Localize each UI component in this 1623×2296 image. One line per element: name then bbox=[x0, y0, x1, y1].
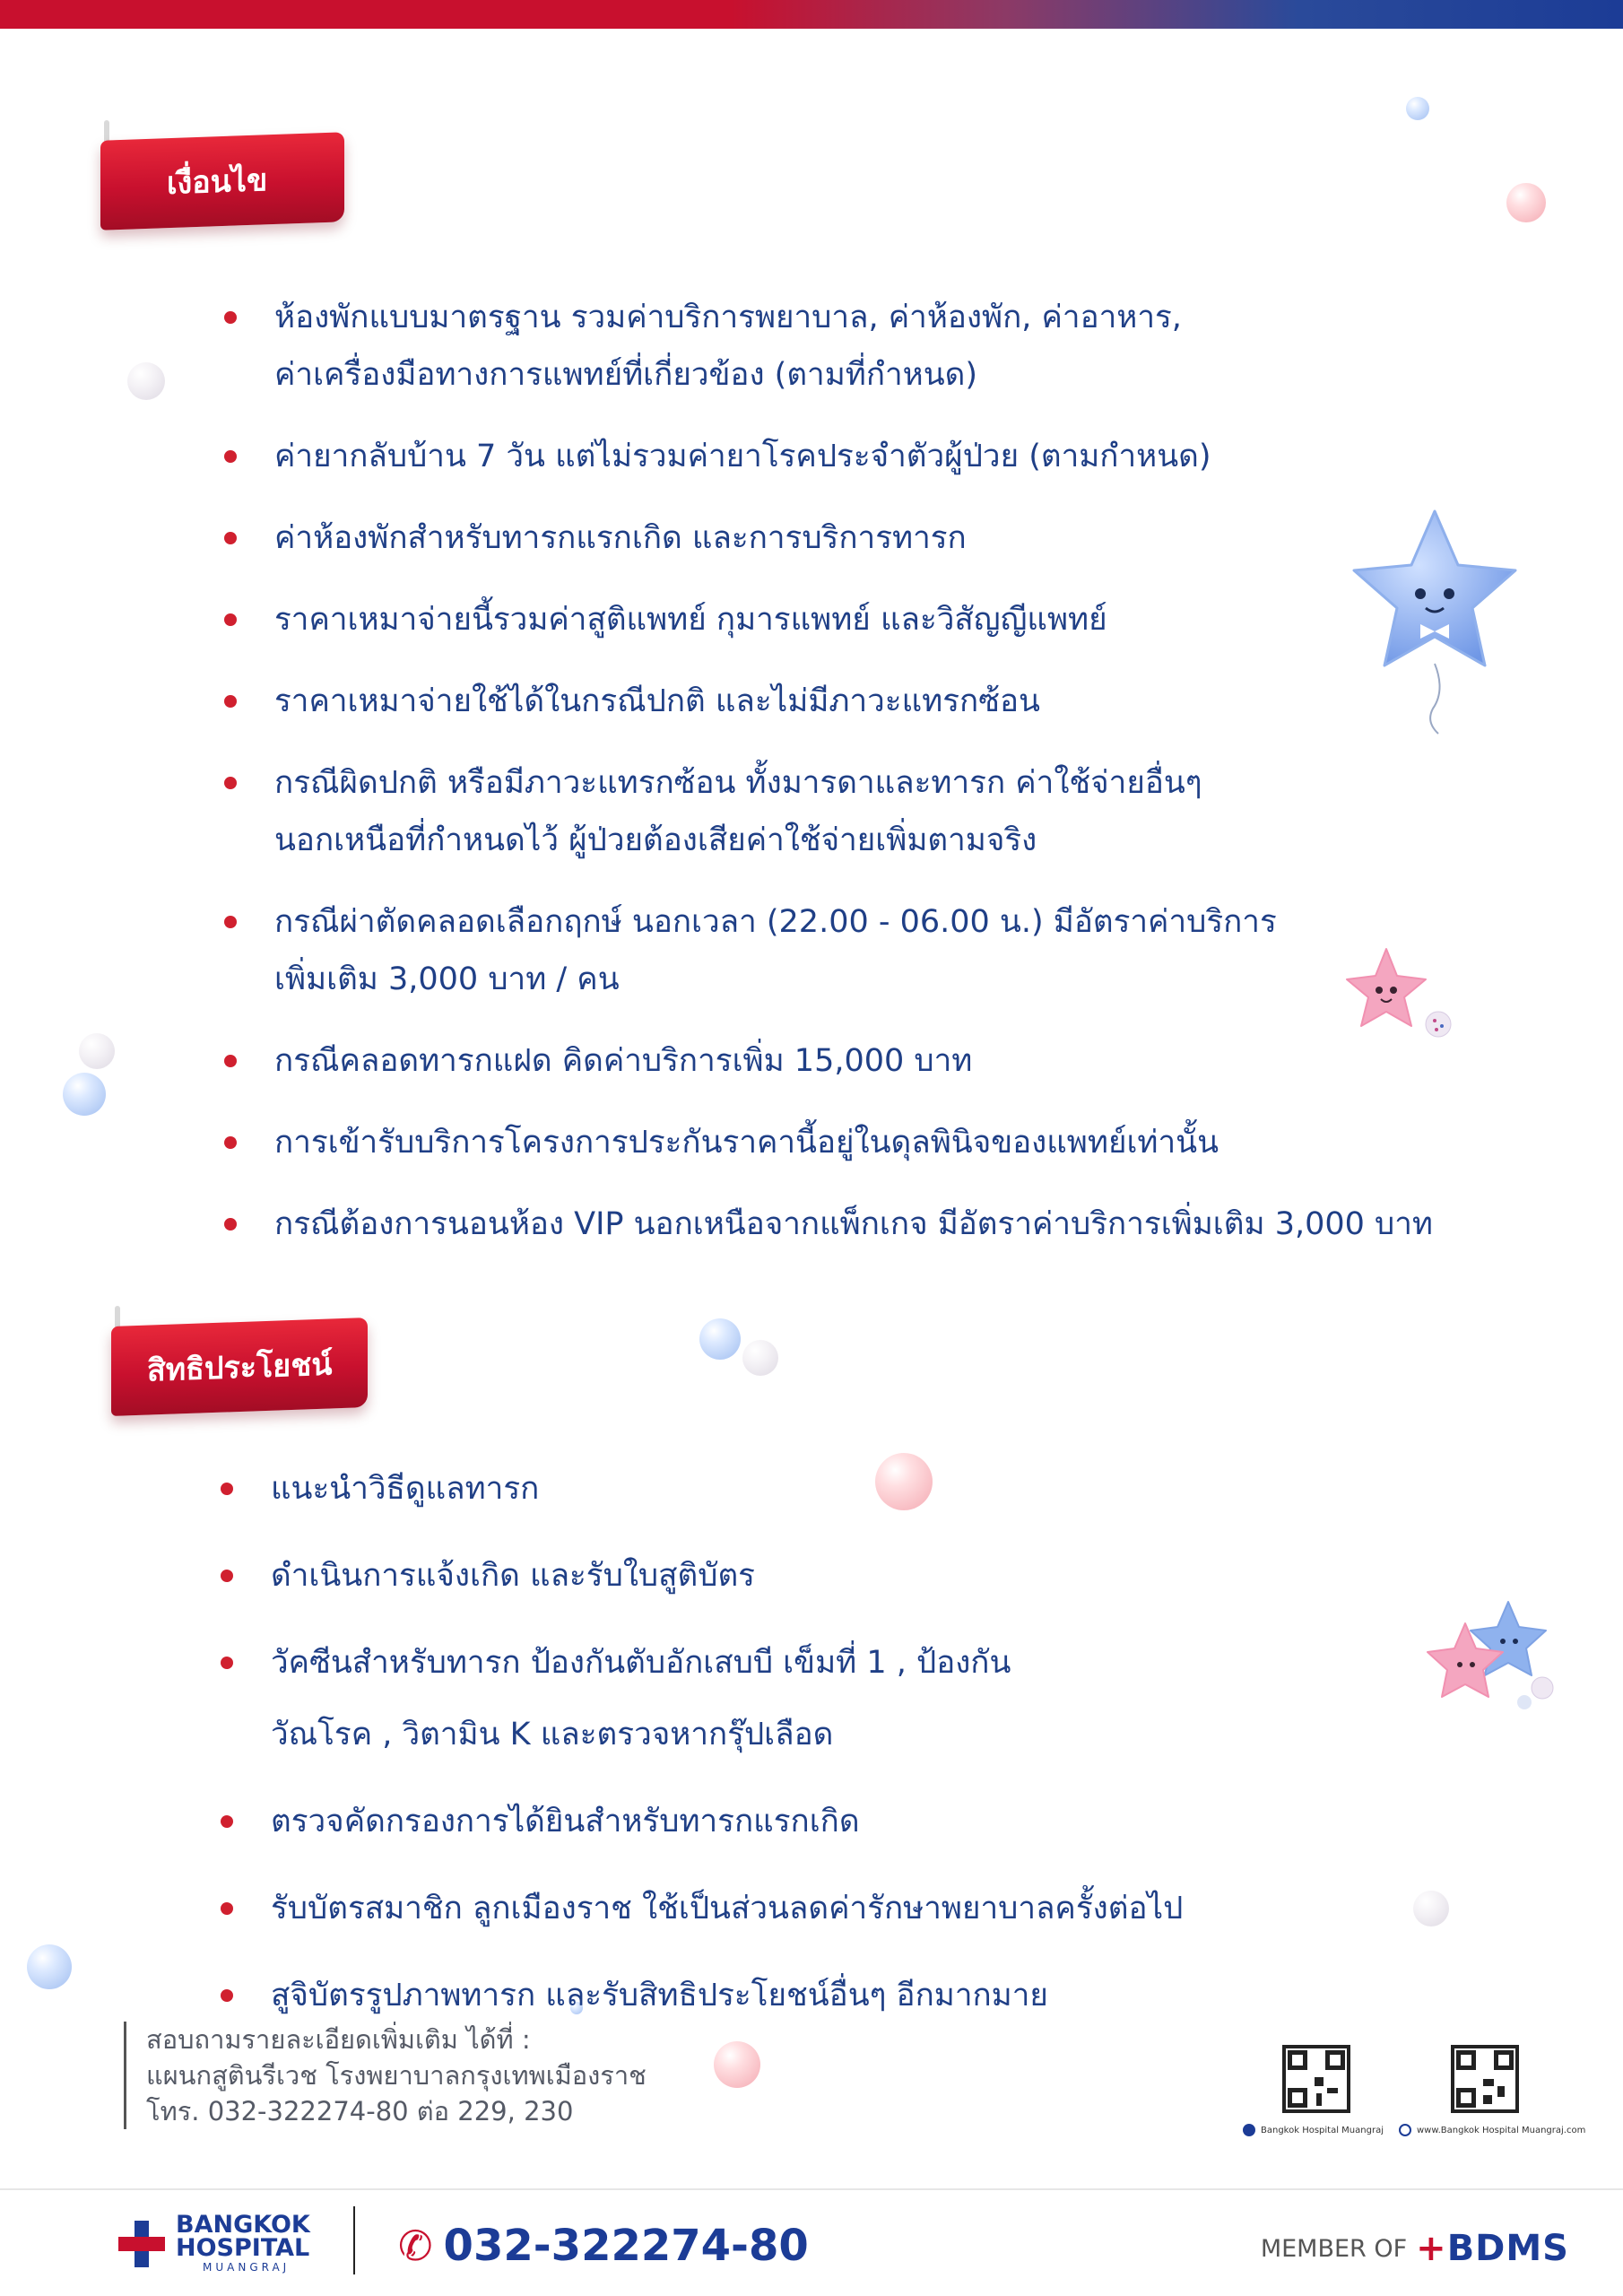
bubble-decoration bbox=[742, 1340, 778, 1376]
bubble-decoration bbox=[714, 2041, 760, 2088]
top-gradient-bar bbox=[0, 0, 1623, 29]
facebook-qr-code[interactable] bbox=[1282, 2045, 1350, 2113]
facebook-caption-text: Bangkok Hospital Muangraj bbox=[1261, 2125, 1384, 2135]
bullet-dot-icon bbox=[224, 916, 237, 928]
bullet-dot-icon bbox=[224, 1136, 237, 1149]
list-item-text: ค่าห้องพักสำหรับทารกแรกเกิด และการบริการทารก bbox=[274, 520, 967, 556]
list-item bbox=[219, 591, 1519, 648]
logo-line2: HOSPITAL bbox=[176, 2234, 310, 2262]
list-item-text: รับบัตรสมาชิก ลูกเมืองราช ใช้เป็นส่วนลดค่ารักษาพยาบาลครั้งต่อไป bbox=[271, 1891, 1184, 1926]
list-item-text: การเข้ารับบริการโครงการประกันราคานี้อยู่ในดุลพินิจของแพทย์เท่านั้น bbox=[274, 1125, 1219, 1161]
bullet-dot-icon bbox=[224, 311, 237, 324]
facebook-icon bbox=[1243, 2124, 1255, 2136]
facebook-caption[interactable] bbox=[1243, 2124, 1384, 2136]
bullet-dot-icon bbox=[221, 1483, 233, 1495]
list-item-text: ค่ายากลับบ้าน 7 วัน แต่ไม่รวมค่ายาโรคประจำตัวผู้ป่วย (ตามกำหนด) bbox=[274, 439, 1211, 474]
list-item-text: สูจิบัตรรูปภาพทารก และรับสิทธิประโยชน์อื่นๆ อีกมากมาย bbox=[271, 1978, 1048, 2013]
bullet-dot-icon bbox=[224, 1055, 237, 1067]
list-item-text: ราคาเหมาจ่ายนี้รวมค่าสูติแพทย์ กุมารแพทย์ และวิสัญญีแพทย์ bbox=[274, 602, 1107, 638]
bdms-brand-text: BDMS bbox=[1446, 2228, 1569, 2269]
globe-icon bbox=[1399, 2124, 1411, 2136]
contact-info bbox=[124, 2022, 647, 2129]
list-item-text: ห้องพักแบบมาตรฐาน รวมค่าบริการพยาบาล, ค่าห้องพัก, ค่าอาหาร, bbox=[274, 300, 1182, 335]
list-item bbox=[215, 1960, 1515, 2031]
list-item bbox=[215, 1627, 1515, 1770]
bubble-decoration bbox=[27, 1944, 72, 1989]
list-item-text: ราคาเหมาจ่ายใช้ได้ในกรณีปกติ และไม่มีภาวะแทรกซ้อน bbox=[274, 683, 1040, 719]
member-of-bdms bbox=[1261, 2228, 1569, 2269]
list-item bbox=[215, 1873, 1515, 1944]
list-item bbox=[219, 1114, 1519, 1171]
list-item-text: ตรวจคัดกรองการได้ยินสำหรับทารกแรกเกิด bbox=[271, 1804, 860, 1839]
list-item-text: วัณโรค , วิตามิน K และตรวจหากรุ๊ปเลือด bbox=[271, 1717, 834, 1752]
list-item bbox=[219, 428, 1519, 485]
bullet-dot-icon bbox=[221, 1657, 233, 1669]
bubble-decoration bbox=[127, 362, 165, 400]
bangkok-hospital-logo bbox=[117, 2213, 310, 2274]
list-item bbox=[219, 289, 1519, 404]
benefits-list bbox=[215, 1453, 1515, 2047]
website-qr-code[interactable] bbox=[1451, 2045, 1519, 2113]
list-item bbox=[219, 509, 1519, 567]
list-item-text: นอกเหนือที่กำหนดไว้ ผู้ป่วยต้องเสียค่าใช้จ่ายเพิ่มตามจริง bbox=[274, 822, 1037, 858]
member-label: MEMBER OF bbox=[1260, 2234, 1408, 2263]
benefits-ribbon bbox=[111, 1322, 368, 1419]
bullet-dot-icon bbox=[221, 1902, 233, 1915]
website-caption[interactable] bbox=[1399, 2124, 1585, 2136]
phone-icon: ✆ bbox=[398, 2222, 433, 2270]
list-item bbox=[219, 893, 1519, 1008]
list-item-text: กรณีผิดปกติ หรือมีภาวะแทรกซ้อน ทั้งมารดาและทารก ค่าใช้จ่ายอื่นๆ bbox=[274, 765, 1202, 801]
list-item bbox=[219, 754, 1519, 869]
bullet-dot-icon bbox=[221, 1815, 233, 1828]
footer-phone-number: 032-322274-80 bbox=[443, 2221, 809, 2271]
list-item-text: กรณีผ่าตัดคลอดเลือกฤกษ์ นอกเวลา (22.00 - 06.00 น.) มีอัตราค่าบริการ bbox=[274, 904, 1277, 940]
logo-line1: BANGKOK bbox=[176, 2211, 310, 2239]
list-item bbox=[219, 1032, 1519, 1090]
list-item-text: ค่าเครื่องมือทางการแพทย์ที่เกี่ยวข้อง (ตามที่กำหนด) bbox=[274, 357, 978, 393]
bullet-dot-icon bbox=[224, 1218, 237, 1231]
list-item bbox=[215, 1786, 1515, 1857]
list-item-text: วัคซีนสำหรับทารก ป้องกันตับอักเสบบี เข็มที่ 1 , ป้องกัน bbox=[271, 1645, 1011, 1681]
footer-phone[interactable] bbox=[398, 2221, 809, 2271]
bubble-decoration bbox=[699, 1318, 741, 1360]
bdms-logo: +BDMS bbox=[1416, 2228, 1569, 2269]
list-item-text: กรณีคลอดทารกแฝด คิดค่าบริการเพิ่ม 15,000 บาท bbox=[274, 1043, 973, 1079]
contact-department: แผนกสูตินรีเวช โรงพยาบาลกรุงเทพเมืองราช bbox=[146, 2060, 647, 2091]
logo-subtitle: MUANGRAJ bbox=[203, 2261, 291, 2274]
contact-inquiry-label: สอบถามรายละเอียดเพิ่มเติม ได้ที่ : bbox=[146, 2024, 531, 2055]
hospital-cross-icon bbox=[117, 2219, 167, 2269]
list-item-text: ดำเนินการแจ้งเกิด และรับใบสูติบัตร bbox=[271, 1558, 755, 1594]
logo-wordmark bbox=[176, 2213, 310, 2274]
bubble-decoration bbox=[1506, 183, 1546, 222]
website-caption-text: www.Bangkok Hospital Muangraj.com bbox=[1417, 2125, 1586, 2135]
bubble-decoration bbox=[79, 1033, 115, 1069]
conditions-ribbon bbox=[100, 136, 344, 233]
bullet-dot-icon bbox=[221, 1989, 233, 2002]
list-item-text: กรณีต้องการนอนห้อง VIP นอกเหนือจากแพ็กเกจ มีอัตราค่าบริการเพิ่มเติม 3,000 บาท bbox=[274, 1206, 1433, 1242]
footer-divider bbox=[353, 2206, 355, 2274]
list-item-text: แนะนำวิธีดูแลทารก bbox=[271, 1471, 540, 1507]
bullet-dot-icon bbox=[224, 450, 237, 463]
list-item bbox=[219, 673, 1519, 730]
list-item bbox=[219, 1196, 1519, 1253]
conditions-list bbox=[219, 289, 1519, 1277]
bullet-dot-icon bbox=[224, 777, 237, 789]
bubble-decoration bbox=[63, 1073, 106, 1116]
list-item bbox=[215, 1540, 1515, 1612]
list-item-text: เพิ่มเติม 3,000 บาท / คน bbox=[274, 961, 620, 997]
contact-phone-extension: โทร. 032-322274-80 ต่อ 229, 230 bbox=[146, 2096, 574, 2126]
bullet-dot-icon bbox=[224, 613, 237, 626]
list-item bbox=[215, 1453, 1515, 1525]
benefits-title: สิทธิประโยชน์ bbox=[147, 1346, 333, 1389]
bullet-dot-icon bbox=[224, 695, 237, 708]
bullet-dot-icon bbox=[221, 1570, 233, 1582]
conditions-title: เงื่อนไข bbox=[167, 162, 268, 202]
bullet-dot-icon bbox=[224, 532, 237, 544]
bubble-decoration bbox=[1406, 97, 1429, 120]
